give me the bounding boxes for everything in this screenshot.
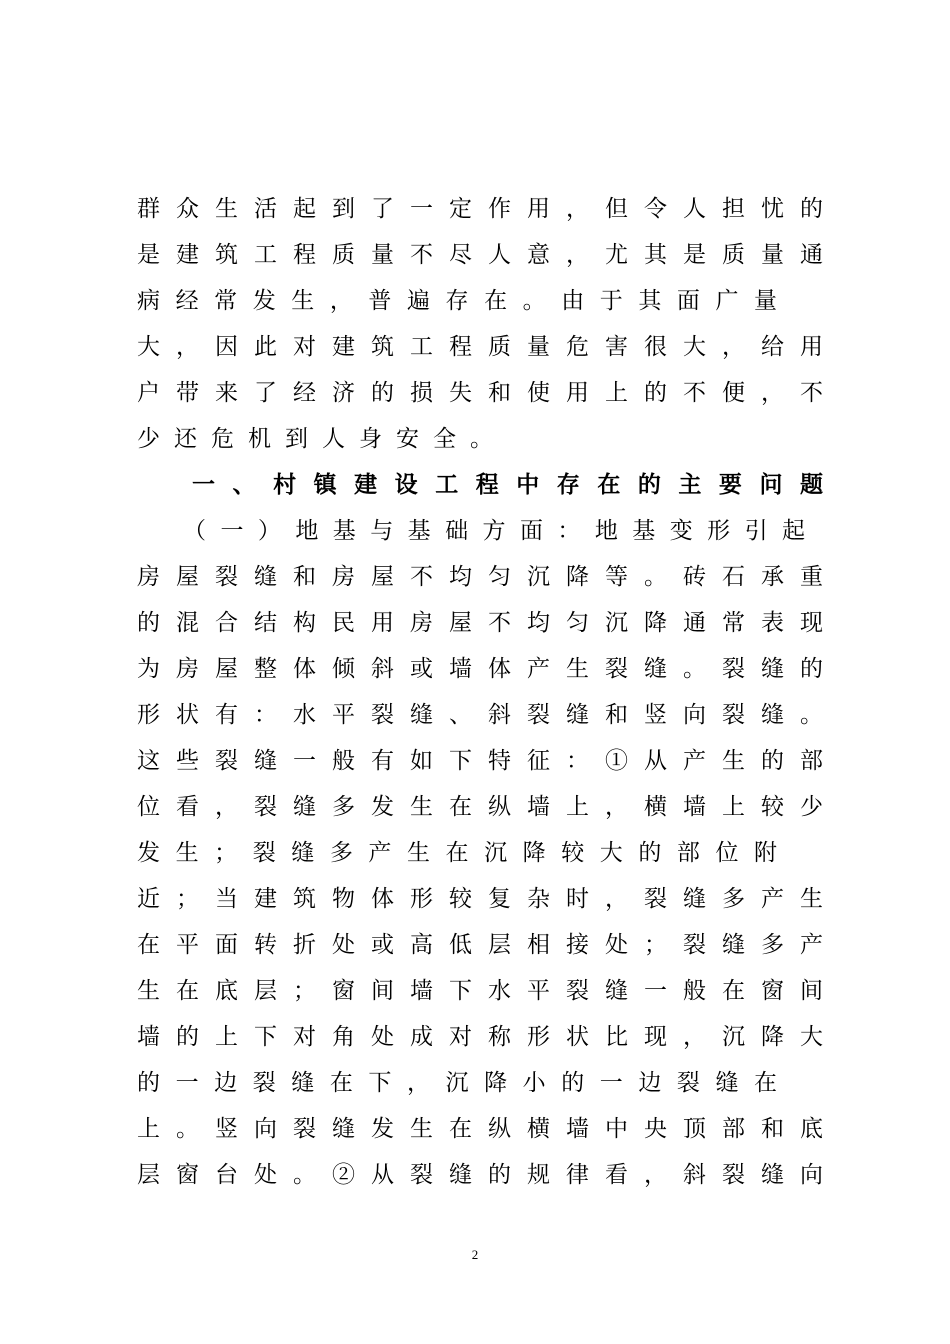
body-text [137, 186, 823, 1198]
text-line: 墙的上下对角处成对称形状比现，沉降大 [137, 1024, 823, 1050]
page-number: 2 [471, 1247, 479, 1262]
text-line: 在平面转折处或高低层相接处；裂缝多产 [137, 932, 823, 958]
text-line: 少还危机到人身安全。 [137, 426, 507, 452]
text-line: 的一边裂缝在下，沉降小的一边裂缝在 [137, 1070, 777, 1096]
text-line: 上。竖向裂缝发生在纵横墙中央顶部和底 [137, 1116, 823, 1142]
text-line: 近；当建筑物体形较复杂时，裂缝多产生 [137, 886, 823, 912]
text-line: 病经常发生，普遍存在。由于其面广量 [137, 288, 777, 314]
section-heading: 一、村镇建设工程中存在的主要问题 [192, 471, 823, 498]
text-line: 层窗台处。②从裂缝的规律看，斜裂缝向 [137, 1162, 823, 1188]
text-line: 户带来了经济的损失和使用上的不便，不 [137, 380, 823, 406]
text-line: 的混合结构民用房屋不均匀沉降通常表现 [137, 610, 823, 636]
text-line: 发生；裂缝多产生在沉降较大的部位附 [137, 840, 777, 866]
text-line: 房屋裂缝和房屋不均匀沉降等。砖石承重 [137, 564, 823, 590]
text-line: 这些裂缝一般有如下特征：①从产生的部 [137, 748, 823, 774]
text-line: 群众生活起到了一定作用，但令人担忧的 [137, 196, 823, 222]
text-line: 大，因此对建筑工程质量危害很大，给用 [137, 334, 823, 360]
text-line: 形状有：水平裂缝、斜裂缝和竖向裂缝。 [137, 702, 823, 728]
text-line: 位看，裂缝多发生在纵墙上，横墙上较少 [137, 794, 823, 820]
subsection-heading: （一）地基与基础方面：地基变形引起 [183, 518, 805, 544]
text-line: 生在底层；窗间墙下水平裂缝一般在窗间 [137, 978, 823, 1004]
text-line: 为房屋整体倾斜或墙体产生裂缝。裂缝的 [137, 656, 823, 682]
text-line: 是建筑工程质量不尽人意，尤其是质量通 [137, 242, 823, 268]
